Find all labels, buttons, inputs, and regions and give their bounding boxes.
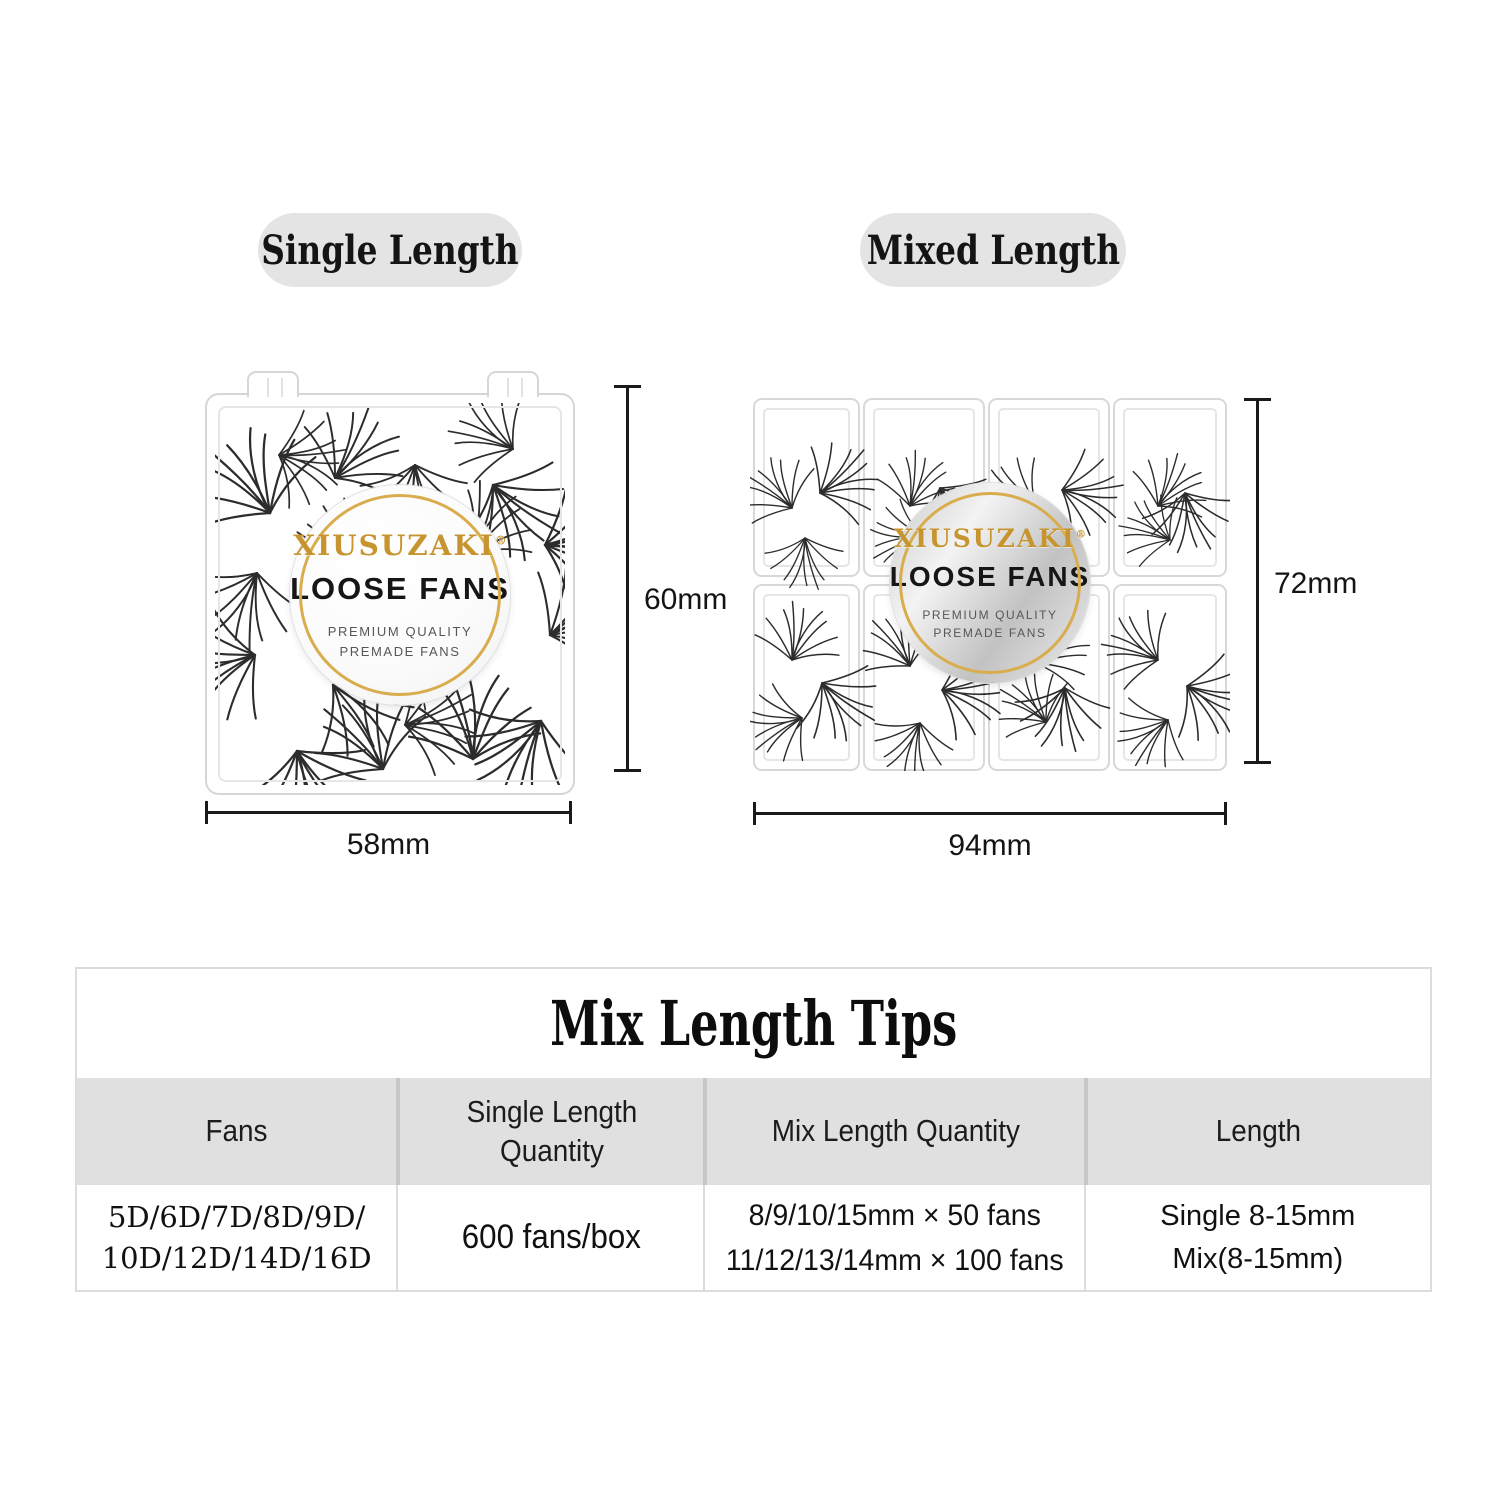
spec-table (75, 967, 1432, 1292)
mixed-length-badge-label: Mixed Length (866, 226, 1120, 274)
mixed-length-box (750, 398, 1230, 771)
brand-text: XIUSUZAKI (893, 524, 1076, 553)
gold-ring (299, 494, 501, 696)
single-length-badge-label: Single Length (261, 226, 519, 274)
box-hinge (487, 371, 539, 397)
header-length-label: Length (1216, 1113, 1302, 1149)
single-length-quantity-value: 600 fans/box (461, 1218, 641, 1256)
product-label (290, 485, 510, 705)
cell-fans (77, 1185, 396, 1290)
header-single-length-quantity (396, 1078, 703, 1185)
box-hinge (247, 371, 299, 397)
product-name: LOOSE FANS (889, 561, 1091, 592)
brand-name (894, 524, 1086, 553)
header-mix-length-quantity-label: Mix Length Quantity (771, 1113, 1020, 1149)
compartment (753, 584, 860, 771)
header-fans-label: Fans (205, 1113, 268, 1149)
dimension-label-single-width: 58mm (346, 828, 431, 861)
product-name: LOOSE FANS (290, 571, 510, 606)
dimension-line-single-width (205, 811, 572, 814)
header-single-length-quantity-label: Single Length Quantity (466, 1093, 638, 1168)
spec-table-title-row (77, 969, 1430, 1078)
single-length-badge (258, 213, 522, 287)
cell-single-length-quantity (396, 1185, 703, 1290)
fans-value-line2: 10D/12D/14D/16D (101, 1240, 372, 1275)
registered-mark: ® (494, 533, 507, 548)
dimension-line-single-height (626, 385, 629, 772)
cell-length (1084, 1185, 1430, 1290)
length-value-line2: Mix(8-15mm) (1172, 1242, 1344, 1275)
mixed-length-badge (860, 213, 1126, 287)
dimension-line-mixed-width (753, 812, 1227, 815)
mix-length-quantity-line2: 11/12/13/14mm × 100 fans (725, 1243, 1064, 1277)
compartment (753, 398, 860, 577)
tagline-line1: PREMIUM QUALITY (922, 608, 1058, 622)
gold-ring (899, 492, 1081, 674)
dimension-label-single-height: 60mm (644, 583, 728, 616)
tagline-line2: PREMADE FANS (339, 643, 461, 659)
dimension-label-mixed-width: 94mm (948, 829, 1032, 862)
dimension-label-mixed-height: 72mm (1274, 567, 1358, 600)
spec-table-header-row (77, 1078, 1430, 1185)
product-label (890, 483, 1090, 683)
length-value-line1: Single 8-15mm (1160, 1200, 1356, 1233)
spec-table-data-row (77, 1185, 1430, 1290)
compartment (1113, 398, 1227, 577)
dimension-line-mixed-height (1256, 398, 1259, 764)
mix-length-quantity-line1: 8/9/10/15mm × 50 fans (748, 1198, 1041, 1232)
spec-table-title: Mix Length Tips (549, 987, 958, 1060)
tagline-line2: PREMADE FANS (933, 626, 1047, 640)
registered-mark: ® (1075, 528, 1087, 541)
brand-text: XIUSUZAKI (293, 529, 495, 562)
header-mix-length-quantity (703, 1078, 1083, 1185)
cell-mix-length-quantity (703, 1185, 1083, 1290)
brand-name (293, 529, 506, 562)
fans-value-line1: 5D/6D/7D/8D/9D/ (107, 1199, 366, 1234)
header-fans (77, 1078, 396, 1185)
header-length (1084, 1078, 1430, 1185)
compartment (1113, 584, 1227, 771)
single-length-box (205, 393, 575, 795)
tagline-line1: PREMIUM QUALITY (327, 624, 473, 639)
